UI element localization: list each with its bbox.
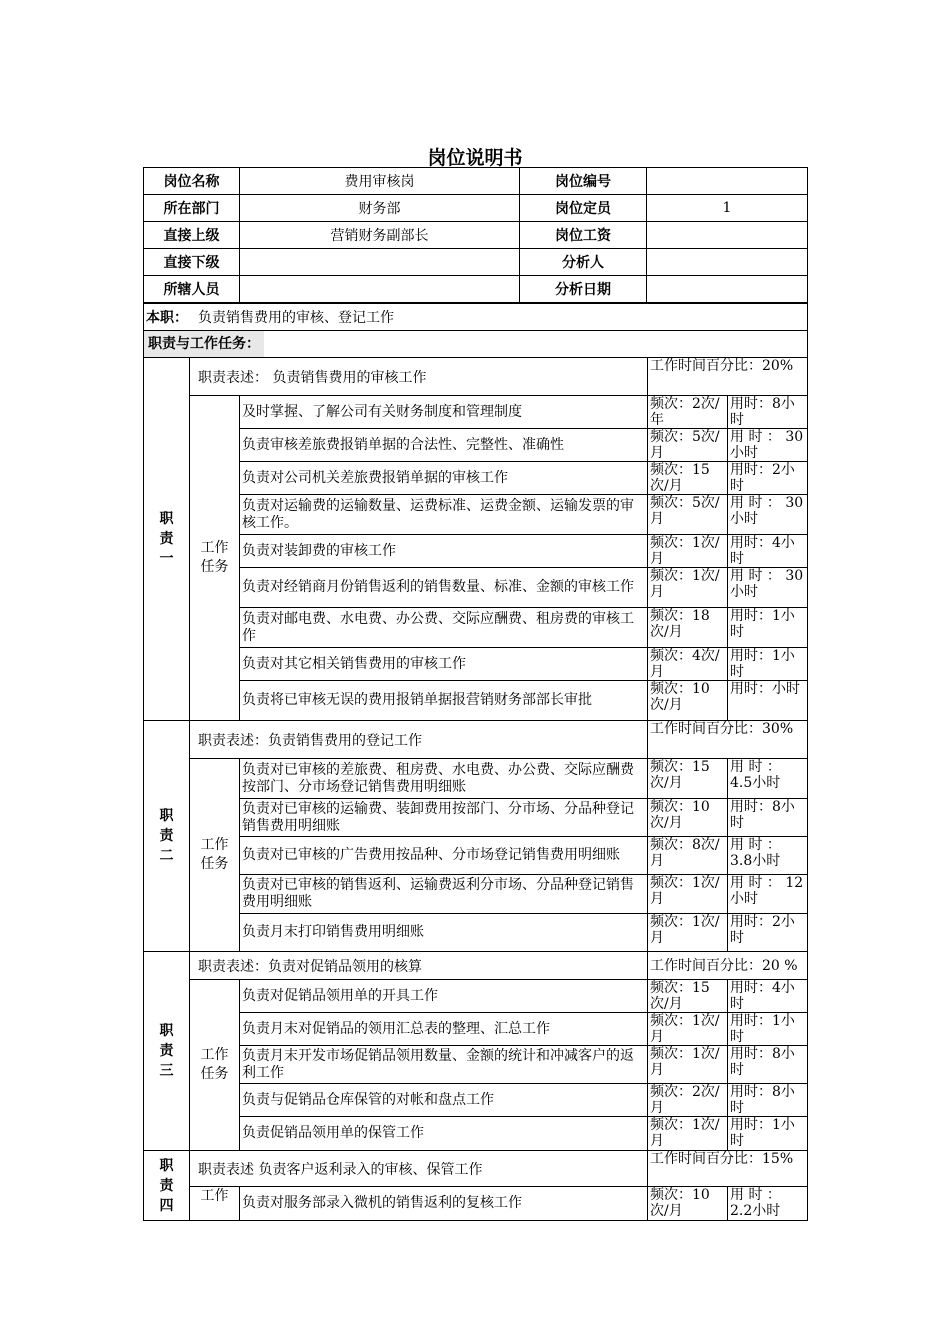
task-time: 用时：1小时 [728,1013,808,1046]
header-value: 1 [647,195,808,222]
task-text: 负责对已审核的广告费用按品种、分市场登记销售费用明细账 [240,837,648,875]
header-label: 分析人 [520,249,647,276]
task-text: 负责对促销品领用单的开具工作 [240,980,648,1013]
task-row [144,914,808,952]
task-frequency: 频次：5次/月 [648,429,728,462]
duty-side-label: 职 责 一 [144,358,190,721]
header-label: 岗位工资 [520,222,647,249]
header-value [647,168,808,195]
task-frequency: 频次：5次/月 [648,495,728,535]
basic-duty-text: 负责销售费用的审核、登记工作 [198,310,394,326]
header-row [144,276,808,303]
task-row [144,608,808,648]
header-row [144,222,808,249]
task-frequency: 频次：1次/月 [648,914,728,952]
task-row [144,1084,808,1117]
task-row [144,980,808,1013]
duty-time-percent: 工作时间百分比：15% [648,1151,808,1187]
duty-description: 职责表述 负责客户返利录入的审核、保管工作 [190,1151,648,1187]
task-time: 用时：4小时 [728,980,808,1013]
task-frequency: 频次：10次/月 [648,799,728,837]
task-row [144,462,808,495]
task-frequency: 频次：4次/月 [648,648,728,681]
task-row [144,1117,808,1151]
task-text: 负责对服务部录入微机的销售返利的复核工作 [240,1187,648,1221]
task-time: 用 时 ： 12小时 [728,875,808,914]
task-time: 用时：1小时 [728,1117,808,1151]
task-time: 用时：8小时 [728,396,808,429]
task-text: 负责对已审核的运输费、装卸费用按部门、分市场、分品种登记销售费用明细账 [240,799,648,837]
task-row [144,799,808,837]
task-time: 用时：1小时 [728,648,808,681]
duty-time-percent: 工作时间百分比：30% [648,721,808,759]
duty-description: 职责表述：负责对促销品领用的核算 [190,952,648,980]
task-text: 负责与促销品仓库保管的对帐和盘点工作 [240,1084,648,1117]
task-text: 负责对运输费的运输数量、运费标准、运费金额、运输发票的审核工作。 [240,495,648,535]
duty-side-label: 职 责 三 [144,952,190,1151]
task-frequency: 频次：15次/月 [648,980,728,1013]
task-time: 用时：2小时 [728,914,808,952]
task-frequency: 频次：15次/月 [648,462,728,495]
task-time: 用 时 ： 30小时 [728,429,808,462]
duty-side-label: 职 责 四 [144,1151,190,1221]
header-value [647,249,808,276]
task-row [144,1187,808,1221]
task-frequency: 频次：18次/月 [648,608,728,648]
task-text: 负责对其它相关销售费用的审核工作 [240,648,648,681]
page-title: 岗位说明书 [427,147,523,169]
header-value [647,222,808,249]
basic-duty-row [144,304,808,331]
task-row [144,875,808,914]
header-row [144,168,808,195]
task-row [144,1046,808,1084]
duties-table [143,303,808,1221]
header-value: 费用审核岗 [240,168,520,195]
task-frequency: 频次：1次/月 [648,568,728,608]
task-frequency: 频次：1次/月 [648,1117,728,1151]
task-row [144,429,808,462]
task-text: 负责对已审核的销售返利、运输费返利分市场、分品种登记销售费用明细账 [240,875,648,914]
header-label: 岗位编号 [520,168,647,195]
task-frequency: 频次：1次/月 [648,535,728,568]
task-group-label: 工作 任务 [190,980,240,1151]
task-time: 用时：8小时 [728,1046,808,1084]
task-row [144,1013,808,1046]
task-row [144,568,808,608]
task-row [144,681,808,721]
task-text: 负责将已审核无误的费用报销单据报营销财务部部长审批 [240,681,648,721]
header-value [240,249,520,276]
duty-desc-row [144,358,808,396]
task-time: 用 时 ： 30小时 [728,495,808,535]
duty-desc-row [144,1151,808,1187]
task-row [144,396,808,429]
task-time: 用 时 ： 2.2小时 [728,1187,808,1221]
header-label: 所在部门 [144,195,240,222]
task-text: 负责对装卸费的审核工作 [240,535,648,568]
header-value [240,276,520,303]
task-time: 用时：1小时 [728,608,808,648]
task-row [144,837,808,875]
header-label: 直接下级 [144,249,240,276]
header-value: 营销财务副部长 [240,222,520,249]
header-label: 所辖人员 [144,276,240,303]
task-group-label: 工作 任务 [190,396,240,721]
header-row [144,249,808,276]
duty-desc-row [144,952,808,980]
duty-time-percent: 工作时间百分比：20 % [648,952,808,980]
task-text: 负责对邮电费、水电费、办公费、交际应酬费、租房费的审核工作 [240,608,648,648]
task-frequency: 频次：1次/月 [648,875,728,914]
task-frequency: 频次：2次/年 [648,396,728,429]
task-text: 负责对经销商月份销售返利的销售数量、标准、金额的审核工作 [240,568,648,608]
task-group-label: 工作 任务 [190,759,240,952]
header-label: 岗位定员 [520,195,647,222]
basic-duty-label: 本职： [146,310,188,326]
task-text: 负责月末开发市场促销品领用数量、金额的统计和冲减客户的返利工作 [240,1046,648,1084]
duty-time-percent: 工作时间百分比：20% [648,358,808,396]
task-time: 用时：2小时 [728,462,808,495]
duty-description: 职责表述：负责销售费用的登记工作 [190,721,648,759]
task-frequency: 频次：15次/月 [648,759,728,799]
task-frequency: 频次：10次/月 [648,681,728,721]
task-time: 用 时 ： 30小时 [728,568,808,608]
task-text: 负责审核差旅费报销单据的合法性、完整性、准确性 [240,429,648,462]
task-time: 用 时 ： 4.5小时 [728,759,808,799]
task-text: 负责对公司机关差旅费报销单据的审核工作 [240,462,648,495]
task-time: 用时：小时 [728,681,808,721]
task-row [144,495,808,535]
task-time: 用时：4小时 [728,535,808,568]
task-frequency: 频次：2次/月 [648,1084,728,1117]
task-time: 用 时 ： 3.8小时 [728,837,808,875]
task-row [144,535,808,568]
task-text: 负责月末对促销品的领用汇总表的整理、汇总工作 [240,1013,648,1046]
duty-desc-row [144,721,808,759]
task-text: 负责促销品领用单的保管工作 [240,1117,648,1151]
duties-label: 职责与工作任务： [144,331,264,357]
header-label: 岗位名称 [144,168,240,195]
task-frequency: 频次：1次/月 [648,1046,728,1084]
task-frequency: 频次：10次/月 [648,1187,728,1221]
task-group-label: 工作 [190,1187,240,1221]
header-label: 分析日期 [520,276,647,303]
task-row [144,648,808,681]
header-label: 直接上级 [144,222,240,249]
header-value [647,276,808,303]
task-text: 及时掌握、了解公司有关财务制度和管理制度 [240,396,648,429]
task-time: 用时：8小时 [728,799,808,837]
duties-label-row [144,331,808,358]
duty-description: 职责表述： 负责销售费用的审核工作 [190,358,648,396]
task-frequency: 频次：8次/月 [648,837,728,875]
header-value: 财务部 [240,195,520,222]
header-row [144,195,808,222]
header-table [143,167,808,303]
task-row [144,759,808,799]
task-text: 负责对已审核的差旅费、租房费、水电费、办公费、交际应酬费按部门、分市场登记销售费用明细账 [240,759,648,799]
duty-side-label: 职 责 二 [144,721,190,952]
task-text: 负责月末打印销售费用明细账 [240,914,648,952]
task-frequency: 频次：1次/月 [648,1013,728,1046]
task-time: 用时：8小时 [728,1084,808,1117]
